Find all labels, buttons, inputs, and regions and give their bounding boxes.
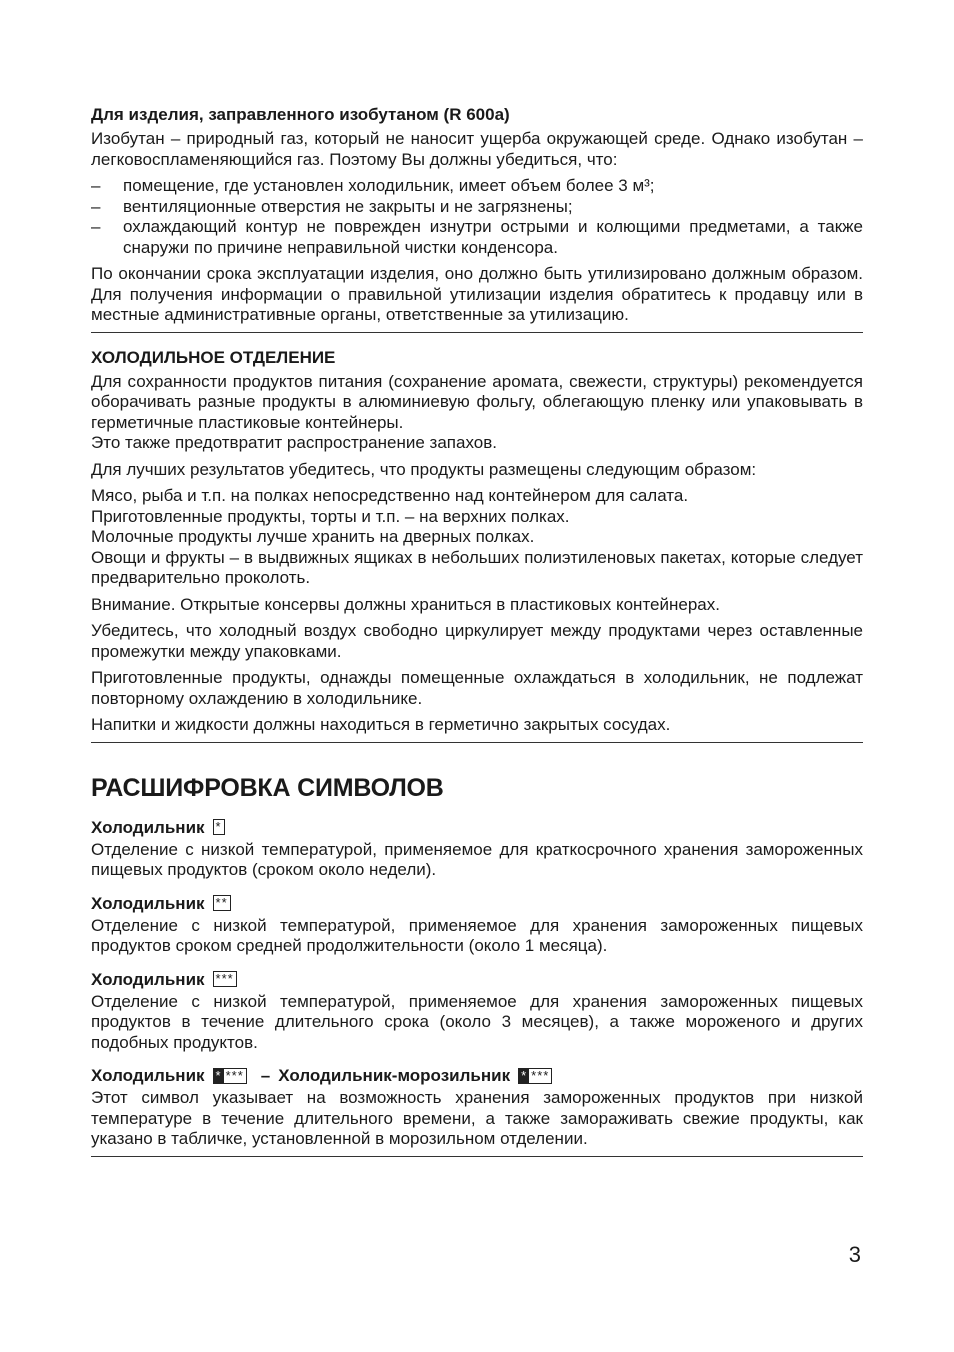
divider (91, 1156, 863, 1157)
wrap-paragraph: Для сохранности продуктов питания (сохранение аромата, свежести, структуры) рекомендуется оборачивать разные продукты в алюминиевую фольгу, облегающую пленку или упаковывать в герметичные пластиковые контейнеры. Это также предотвратит распространение запахов. (91, 371, 863, 452)
drinks-paragraph: Напитки и жидкости должны находиться в герметично закрытых сосудах. (91, 715, 671, 734)
isobutane-heading: Для изделия, заправленного изобутаном (R 600a) (91, 105, 510, 124)
four-star-icon: * *** (518, 1068, 552, 1084)
cans-warning: Внимание. Открытые консервы должны храниться в пластиковых контейнерах. (91, 594, 720, 614)
list-item: – помещение, где установлен холодильник, имеет объем более 3 м³; (91, 176, 655, 195)
fridge-section (91, 347, 863, 736)
fridge-heading: ХОЛОДИЛЬНОЕ ОТДЕЛЕНИЕ (91, 347, 336, 367)
symbol-one-star: Холодильник * Отделение с низкой температурой, применяемое для краткосрочного хранения замороженных пищевых продуктов (сроком около недели). (91, 817, 863, 879)
symbol-two-star: Холодильник ** Отделение с низкой температурой, применяемое для хранения замороженных пищевых продуктов сроком средней продолжительности (около 1 месяца). (91, 893, 863, 955)
page-number: 3 (848, 1242, 861, 1267)
four-star-icon: * *** (213, 1068, 247, 1084)
divider (91, 742, 863, 743)
symbol-three-star: Холодильник *** Отделение с низкой температурой, применяемое для хранения замороженных пищевых продуктов в течение длительного срока (около 3 месяцев), а также мороженого и других подобных продуктов. (91, 969, 863, 1052)
air-circulation-paragraph: Убедитесь, что холодный воздух свободно циркулирует между продуктами через оставленные промежутки между упаковками. (91, 621, 863, 661)
one-star-icon: * (213, 819, 225, 835)
isobutane-section (91, 104, 863, 326)
three-star-icon: *** (213, 971, 237, 987)
isobutane-intro: Изобутан – природный газ, который не наносит ущерба окружающей среде. Однако изобутан – легковоспламеняющийся газ. Поэтому Вы должны убедиться, что: (91, 129, 863, 169)
cooked-food-paragraph: Приготовленные продукты, однажды помещенные охлаждаться в холодильник, не подлежат повторному охлаждению в холодильнике. (91, 668, 863, 708)
disposal-paragraph: По окончании срока эксплуатации изделия, оно должно быть утилизировано должным образом. Для получения информации о правильной утилизации изделия обратитесь к продавцу или в местные административные органы, ответственные за утилизацию. (91, 264, 863, 324)
symbol-four-star: Холодильник * *** – Холодильник-морозильник * *** Этот символ указывает на возможность хранения замороженных продуктов при низкой температуре в течение длительного времени, а также замораживать свежие продукты, как указано в табличке, установленной в морозильном отделении. (91, 1066, 863, 1148)
list-item: – охлаждающий контур не поврежден изнутри острыми и колющими предметами, а также снаружи по причине неправильной чистки конденсора. (91, 217, 863, 257)
list-item: – вентиляционные отверстия не закрыты и не загрязнены; (91, 196, 573, 216)
symbols-heading: РАСШИФРОВКА СИМВОЛОВ (91, 773, 444, 802)
isobutane-list (91, 176, 863, 258)
placement-intro: Для лучших результатов убедитесь, что продукты размещены следующим образом: (91, 459, 757, 479)
placement-list: Мясо, рыба и т.п. на полках непосредственно над контейнером для салата. Приготовленные продукты, торты и т.п. – на верхних полках. Молочные продукты лучше хранить на дверных полках. Овощи и фрукты – в выдвижных ящиках в небольших полиэтиленовых пакетах, которые следует предварительно проколоть. (91, 486, 863, 587)
divider (91, 332, 863, 333)
document-page (91, 104, 863, 1171)
two-star-icon: ** (213, 895, 231, 911)
